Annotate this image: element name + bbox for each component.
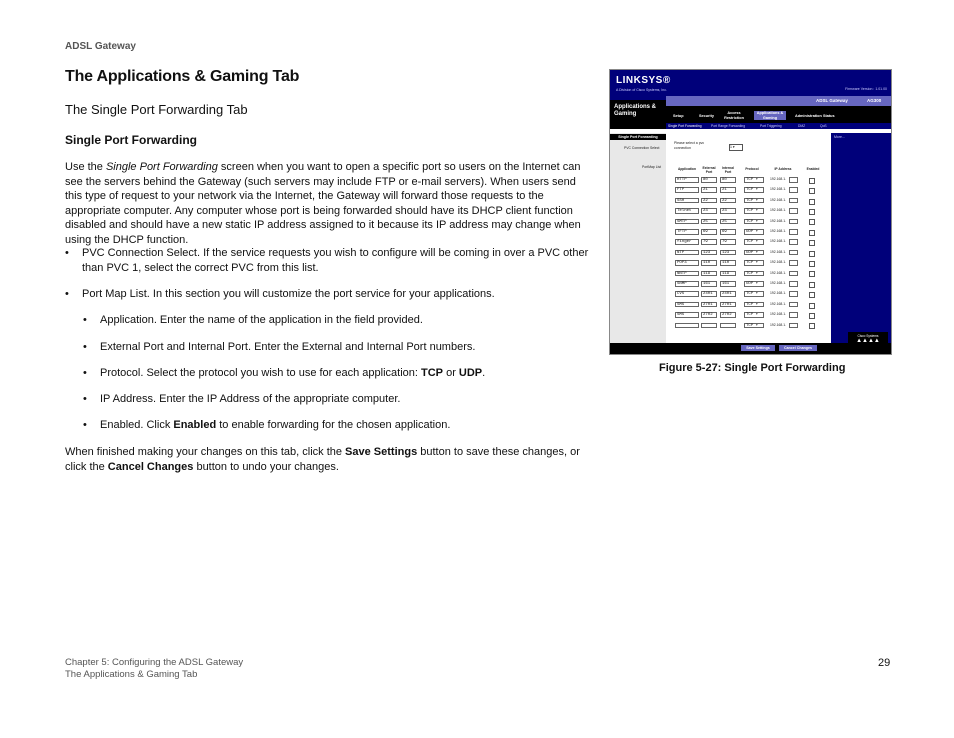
figure-save-settings-button: Save Settings — [741, 345, 775, 351]
row-enabled-checkbox — [809, 271, 815, 277]
row-enabled-checkbox — [809, 323, 815, 329]
row-ip-prefix: 192.168.1. — [770, 229, 787, 233]
row-ip-prefix: 192.168.1. — [770, 291, 787, 296]
row-protocol-select: UDP ▾ — [744, 281, 764, 287]
row-external-port-field: 25 — [701, 219, 717, 225]
row-internal-port-field: 69 — [720, 229, 736, 235]
row-ip-prefix: 192.168.1. — [770, 322, 787, 327]
row-application-field: SNMP — [675, 281, 699, 287]
row-protocol-value: TCP — [746, 188, 754, 193]
row-protocol-value: TCP — [746, 292, 754, 297]
tab-status: Status — [823, 114, 835, 118]
row-ip-prefix: 192.168.1. — [770, 270, 787, 275]
row-ip-prefix: 192.168.1. — [770, 208, 787, 213]
row-ip-prefix: 192.168.1. — [770, 187, 787, 192]
col-external-port: External Port — [702, 166, 716, 174]
row-ip-last-field — [789, 271, 798, 277]
row-protocol-value: TCP — [746, 198, 754, 203]
row-ip-last-field — [789, 302, 798, 308]
row-application-field: TFTP — [675, 229, 699, 235]
row-protocol-select: TCP ▾ — [744, 219, 764, 225]
row-protocol-value: UDP — [746, 282, 754, 286]
row-ip-last-field — [789, 177, 798, 183]
row-enabled-checkbox — [809, 282, 815, 288]
row-ip-last-field — [789, 187, 798, 193]
row-external-port-field: 161 — [701, 281, 717, 287]
row-internal-port-field: 80 — [720, 177, 736, 183]
row-ip-last-field — [789, 260, 798, 266]
row-ip-prefix: 192.168.1. — [770, 239, 787, 244]
row-ip-prefix: 192.168.1. — [770, 301, 787, 306]
col-protocol: Protocol — [745, 167, 759, 171]
row-internal-port-field: 2702 — [720, 312, 736, 318]
row-protocol-value: TCP — [746, 302, 754, 307]
row-external-port-field — [701, 323, 717, 329]
row-ip-prefix: 192.168.1. — [770, 312, 787, 317]
row-ip-last-field — [789, 281, 798, 287]
row-protocol-select: TCP ▾ — [744, 291, 764, 297]
tab-access-restriction: Access Restriction — [724, 111, 744, 120]
row-protocol-select: UDP ▾ — [744, 250, 764, 256]
row-application-field: HTTP — [675, 177, 699, 183]
row-enabled-checkbox — [809, 313, 815, 319]
running-header: ADSL Gateway — [65, 41, 136, 52]
row-protocol-value: TCP — [746, 178, 754, 182]
figure-left-heading: Single Port Forwarding — [610, 134, 666, 140]
figure-product-name: ADSL Gateway — [816, 98, 848, 103]
row-enabled-checkbox — [809, 230, 815, 236]
row-external-port-field: 79 — [701, 239, 717, 245]
tab-setup: Setup — [673, 114, 684, 118]
figure-pvc-select: 1 ▾ — [729, 144, 743, 151]
row-internal-port-field: 79 — [720, 239, 736, 245]
row-enabled-checkbox — [809, 199, 815, 205]
section-heading: Single Port Forwarding — [65, 133, 198, 147]
row-protocol-value: UDP — [746, 250, 754, 255]
row-external-port-field: 2701 — [701, 302, 717, 308]
row-external-port-field: 119 — [701, 271, 717, 277]
row-protocol-select: UDP ▾ — [744, 229, 764, 235]
row-protocol-value: TCP — [746, 313, 754, 318]
row-external-port-field: 2702 — [701, 312, 717, 318]
page-title: The Applications & Gaming Tab — [65, 68, 300, 85]
col-internal-port: Internal Port — [722, 166, 734, 174]
row-protocol-value: TCP — [746, 323, 754, 328]
row-ip-prefix: 192.168.1. — [770, 197, 787, 202]
subtab-dmz: DMZ — [798, 124, 806, 128]
row-enabled-checkbox — [809, 188, 815, 194]
subtab-port-range: Port Range Forwarding — [711, 124, 746, 128]
row-ip-last-field — [789, 312, 798, 318]
figure-product-bar — [666, 96, 891, 106]
row-enabled-checkbox — [809, 261, 815, 267]
row-protocol-select: TCP ▾ — [744, 323, 764, 329]
row-protocol-select: TCP ▾ — [744, 208, 764, 214]
row-protocol-select: TCP ▾ — [744, 187, 764, 193]
row-protocol-value: UDP — [746, 230, 754, 234]
row-external-port-field: 22 — [701, 198, 717, 204]
tab-security: Security — [699, 114, 714, 118]
row-enabled-checkbox — [809, 209, 815, 215]
row-internal-port-field: 2401 — [720, 291, 736, 297]
col-ip-address: IP Address — [774, 167, 792, 171]
row-protocol-select: TCP ▾ — [744, 198, 764, 204]
row-external-port-field: 80 — [701, 177, 717, 183]
row-protocol-value: TCP — [746, 240, 754, 245]
row-ip-prefix: 192.168.1. — [770, 249, 787, 254]
row-internal-port-field — [720, 323, 736, 329]
row-external-port-field: 21 — [701, 187, 717, 193]
row-application-field: CVS — [675, 291, 699, 297]
page-subtitle: The Single Port Forwarding Tab — [65, 102, 248, 117]
row-external-port-field: 2401 — [701, 291, 717, 297]
row-application-field: POP3 — [675, 260, 699, 266]
row-application-field: Telnet — [675, 208, 699, 214]
row-enabled-checkbox — [809, 303, 815, 309]
row-ip-last-field — [789, 291, 798, 297]
page-footer: Chapter 5: Configuring the ADSL Gateway The Applications & Gaming Tab — [65, 657, 244, 680]
tab-applications-gaming: Applications & Gaming — [754, 111, 786, 120]
row-application-field: SSH — [675, 198, 699, 204]
row-ip-prefix: 192.168.1. — [770, 177, 787, 181]
row-internal-port-field: 25 — [720, 219, 736, 225]
row-protocol-select: TCP ▾ — [744, 312, 764, 318]
row-external-port-field: 110 — [701, 260, 717, 266]
row-ip-last-field — [789, 250, 798, 256]
tab-administration: Administration — [795, 114, 822, 118]
row-internal-port-field: 161 — [720, 281, 736, 287]
figure-caption: Figure 5-27: Single Port Forwarding — [659, 362, 846, 374]
row-enabled-checkbox — [809, 292, 815, 298]
row-enabled-checkbox — [809, 178, 815, 184]
firmware-version: Firmware Version : 1.01.00 — [845, 87, 887, 91]
figure-model: AG300 — [867, 98, 882, 103]
row-internal-port-field: 21 — [720, 187, 736, 193]
linksys-sublogo: A Division of Cisco Systems, Inc. — [616, 88, 667, 92]
row-protocol-select: TCP ▾ — [744, 271, 764, 277]
row-internal-port-field: 23 — [720, 208, 736, 214]
row-internal-port-field: 2701 — [720, 302, 736, 308]
row-ip-last-field — [789, 198, 798, 204]
row-external-port-field: 69 — [701, 229, 717, 235]
row-enabled-checkbox — [809, 219, 815, 225]
row-ip-last-field — [789, 323, 798, 329]
subtab-qos: QoS — [820, 124, 827, 128]
figure-section-name: Applications & Gaming — [614, 104, 657, 117]
row-protocol-select: TCP ▾ — [744, 260, 764, 266]
row-external-port-field: 123 — [701, 250, 717, 256]
row-ip-last-field — [789, 219, 798, 225]
row-application-field: SMTP — [675, 219, 699, 225]
row-application-field: SMS — [675, 302, 699, 308]
row-protocol-value: TCP — [746, 271, 754, 276]
row-internal-port-field: 119 — [720, 271, 736, 277]
row-protocol-value: TCP — [746, 261, 754, 266]
figure-screenshot — [609, 69, 892, 355]
figure-right-column — [831, 133, 891, 343]
row-enabled-checkbox — [809, 240, 815, 246]
row-ip-prefix: 192.168.1. — [770, 260, 787, 265]
figure-pvc-label: PVC Connection Select — [624, 146, 660, 150]
row-protocol-value: TCP — [746, 209, 754, 214]
row-protocol-select: TCP ▾ — [744, 239, 764, 245]
row-ip-last-field — [789, 229, 798, 235]
row-ip-last-field — [789, 239, 798, 245]
row-internal-port-field: 22 — [720, 198, 736, 204]
subtab-single-port: Single Port Forwarding — [668, 124, 702, 128]
row-application-field — [675, 323, 699, 329]
row-application-field: FTP — [675, 187, 699, 193]
figure-more-link: More... — [834, 135, 845, 139]
figure-portmap-label: PortMap List — [642, 165, 662, 169]
row-protocol-value: TCP — [746, 219, 754, 224]
row-enabled-checkbox — [809, 251, 815, 257]
row-protocol-select: TCP ▾ — [744, 302, 764, 308]
row-external-port-field: 23 — [701, 208, 717, 214]
figure-pvc-hint: Please select a pvc connection — [674, 141, 705, 150]
col-application: Application — [678, 167, 696, 171]
page-number: 29 — [878, 657, 891, 669]
linksys-logo: LINKSYS® — [616, 75, 671, 86]
row-internal-port-field: 110 — [720, 260, 736, 266]
subtab-port-triggering: Port Triggering — [760, 124, 782, 128]
row-application-field: SMS — [675, 312, 699, 318]
col-enabled: Enabled — [806, 167, 820, 171]
row-internal-port-field: 123 — [720, 250, 736, 256]
row-application-field: NTP — [675, 250, 699, 256]
row-application-field: finger — [675, 239, 699, 245]
figure-cancel-changes-button: Cancel Changes — [779, 345, 817, 351]
row-ip-last-field — [789, 208, 798, 214]
row-ip-prefix: 192.168.1. — [770, 281, 787, 285]
row-protocol-select: TCP ▾ — [744, 177, 764, 183]
intro-paragraph: Use the Single Port Forwarding screen when you want to open a specific port so users on the Internet can see the servers behind the Gateway (such servers may include FTP or e-mail servers). When users send this type of request to your network via the Internet, the Gateway will forward those requests to the appropriate computer. Any computer whose port is being forwarded should have its DHCP client function disabled and should have a new static IP address assigned to it because its IP address may change when using the DHCP function. — [65, 161, 581, 246]
row-ip-prefix: 192.168.1. — [770, 218, 787, 223]
closing-paragraph: When finished making your changes on this tab, click the Save Settings button to save these changes, or click the Cancel Changes button to undo your changes. — [65, 446, 580, 473]
cisco-logo: Cisco Systems ▲▲▲▲ — [848, 332, 888, 352]
row-application-field: NNTP — [675, 271, 699, 277]
